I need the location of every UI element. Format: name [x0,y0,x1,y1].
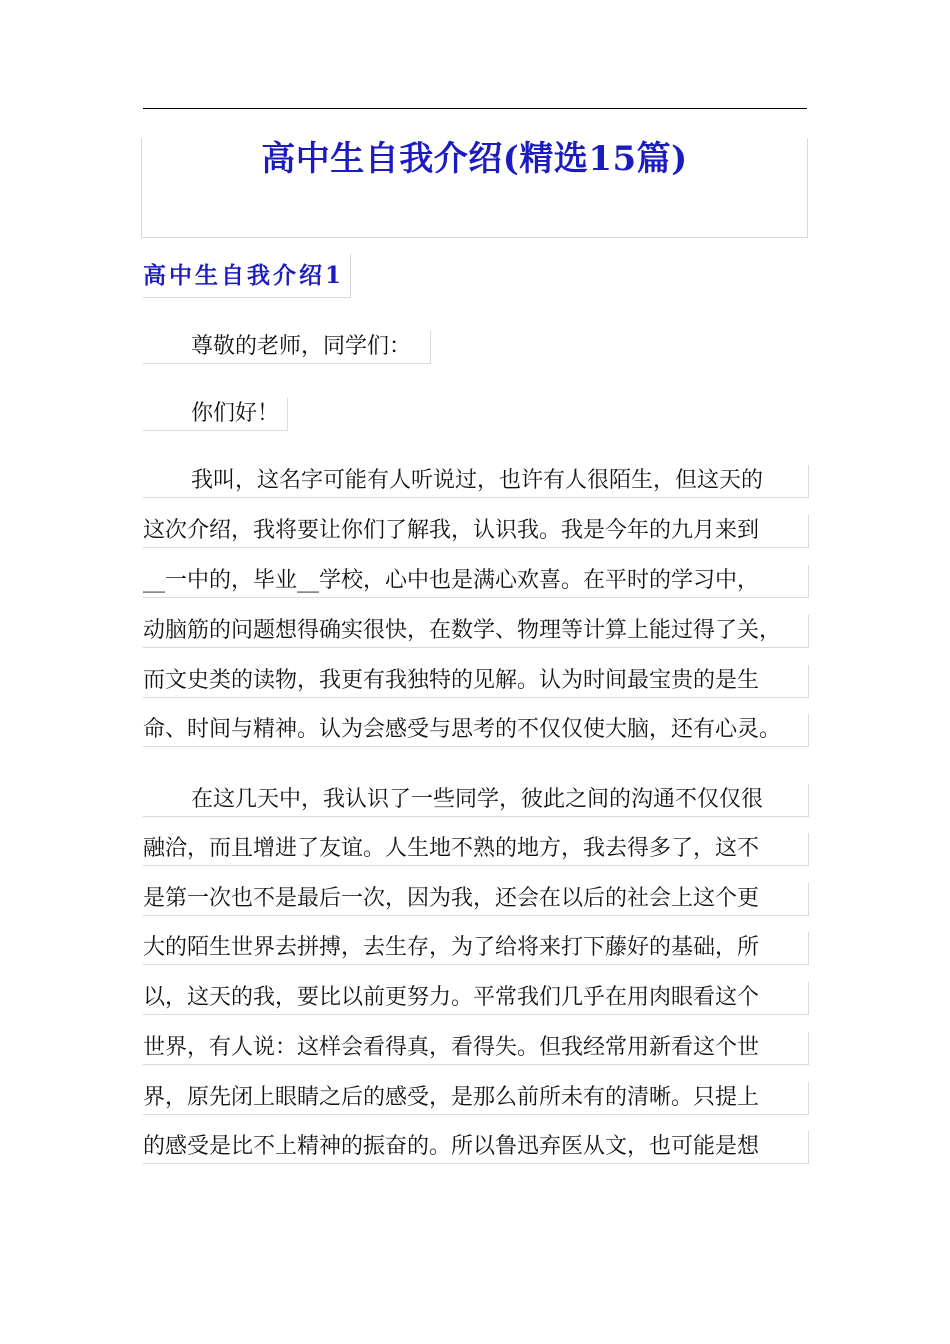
paragraph-line: 融洽，而且增进了友谊。人生地不熟的地方，我去得多了，这不 [143,833,809,866]
title-box [141,138,808,238]
hello-line: 你们好！ [143,398,288,431]
paragraph-line: __一中的，毕业__学校，心中也是满心欢喜。在平时的学习中， [143,565,809,598]
paragraph-line: 的感受是比不上精神的振奋的。所以鲁迅弃医从文，也可能是想 [143,1131,809,1164]
paragraph-line: 是第一次也不是最后一次，因为我，还会在以后的社会上这个更 [143,883,809,916]
paragraph-line: 在这几天中，我认识了一些同学，彼此之间的沟通不仅仅很 [143,784,809,817]
paragraph-line: 以，这天的我，要比以前更努力。平常我们几乎在用肉眼看这个 [143,982,809,1015]
section-heading: 高中生自我介绍1 [143,254,351,298]
header-rule [143,108,807,109]
paragraph-line: 大的陌生世界去拼搏，去生存，为了给将来打下藤好的基础，所 [143,932,809,965]
greeting-line: 尊敬的老师，同学们： [143,331,431,364]
paragraph-line: 命、时间与精神。认为会感受与思考的不仅仅使大脑，还有心灵。 [143,714,809,747]
document-title: 高中生自我介绍(精选15篇) [261,139,688,179]
paragraph-line: 世界，有人说：这样会看得真，看得失。但我经常用新看这个世 [143,1032,809,1065]
paragraph-line: 界，原先闭上眼睛之后的感受，是那么前所未有的清晰。只提上 [143,1082,809,1115]
paragraph-line: 动脑筋的问题想得确实很快，在数学、物理等计算上能过得了关， [143,615,809,648]
paragraph-line: 这次介绍，我将要让你们了解我，认识我。我是今年的九月来到 [143,515,809,548]
paragraph-line: 我叫，这名字可能有人听说过，也许有人很陌生，但这天的 [143,465,809,498]
paragraph-line: 而文史类的读物，我更有我独特的见解。认为时间最宝贵的是生 [143,665,809,698]
